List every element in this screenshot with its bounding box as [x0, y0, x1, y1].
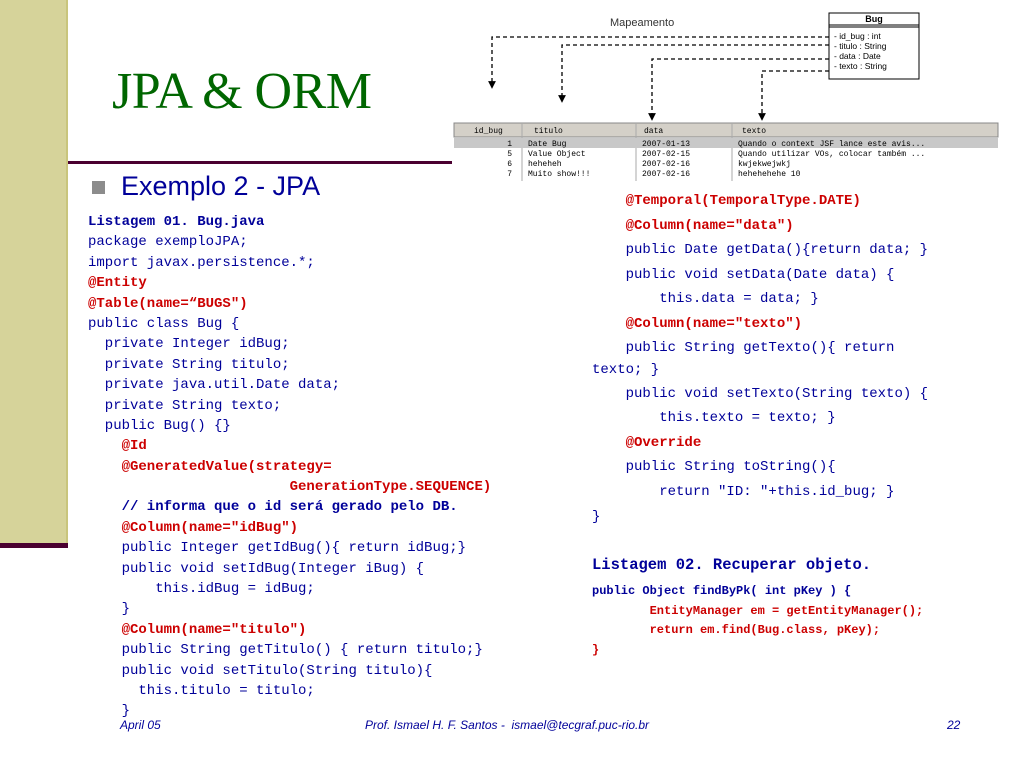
mapping-diagram — [452, 7, 1000, 183]
db-cell: Quando utilizar VOs, colocar também ... — [738, 150, 926, 159]
code-line: } — [592, 508, 601, 525]
left-decor-bar — [0, 0, 68, 548]
db-cell: Quando o context JSF lance este avis... — [738, 140, 926, 149]
code-line: @Column(name="texto") — [592, 315, 803, 332]
code-line: public Integer getIdBug(){ return idBug;} — [88, 540, 467, 557]
mapping-arrow — [562, 45, 829, 99]
left-decor-foot — [0, 543, 68, 548]
diagram-caption: Mapeamento — [610, 17, 675, 29]
code-line: import javax.persistence.*; — [88, 254, 315, 271]
db-col-header: texto — [742, 127, 767, 136]
code-line: public void setData(Date data) { — [592, 266, 895, 283]
code-line: private String titulo; — [88, 356, 290, 373]
mapping-arrow — [652, 59, 829, 117]
db-cell: hehehehehe 10 — [738, 170, 801, 179]
db-cell: 5 — [507, 150, 512, 159]
code-line: @Column(name="data") — [592, 217, 794, 234]
uml-attr: - data : Date — [834, 51, 881, 61]
code-line: public void setIdBug(Integer iBug) { — [88, 560, 425, 577]
slide-title: JPA & ORM — [112, 63, 372, 120]
title-rule — [68, 161, 460, 164]
code-line: GenerationType.SEQUENCE) — [88, 479, 492, 496]
code-line: public class Bug { — [88, 315, 240, 332]
bullet-square-icon — [92, 181, 105, 194]
code-listing-2 — [592, 582, 923, 660]
code-line: @Temporal(TemporalType.DATE) — [592, 193, 861, 209]
listing-2-title: Listagem 02. Recuperar objeto. — [592, 556, 872, 574]
code-line: private java.util.Date data; — [88, 377, 341, 394]
code-line: this.idBug = idBug; — [88, 581, 315, 598]
db-cell: 2007-02-16 — [642, 170, 691, 179]
code-listing-1-continued — [592, 189, 972, 529]
db-col-header: titulo — [534, 127, 563, 136]
code-line: return em.find(Bug.class, pKey); — [592, 623, 881, 637]
code-line: public Date getData(){return data; } — [592, 242, 929, 259]
code-line: } — [592, 642, 600, 657]
footer-page-number: 22 — [947, 718, 961, 732]
db-col-header: id_bug — [474, 127, 503, 136]
uml-class-name: Bug — [865, 14, 883, 24]
code-line: public String getTitulo() { return titulo;} — [88, 642, 483, 659]
code-line: private Integer idBug; — [88, 336, 290, 353]
db-cell: 2007-01-13 — [642, 140, 691, 149]
code-listing-1 — [88, 212, 491, 722]
code-line: public void setTitulo(String titulo){ — [88, 662, 433, 679]
code-line: EntityManager em = getEntityManager(); — [592, 603, 924, 618]
db-cell: 1 — [507, 140, 512, 149]
uml-attr: - titulo : String — [834, 41, 887, 51]
code-line: this.titulo = titulo; — [88, 682, 315, 699]
code-line: package exemploJPA; — [88, 234, 248, 251]
code-line: Listagem 01. Bug.java — [88, 214, 265, 230]
db-cell: Date Bug — [528, 140, 567, 149]
code-line: } — [88, 703, 131, 720]
code-line: public Bug() {} — [88, 417, 231, 434]
db-cell: heheheh — [528, 160, 562, 169]
code-line: @Entity — [88, 275, 147, 292]
code-line: @Override — [592, 434, 702, 451]
db-cell: Muito show!!! — [528, 170, 591, 179]
code-line: } — [88, 601, 131, 618]
code-line: public void setTexto(String texto) { — [592, 385, 929, 402]
code-line: @Column(name="titulo") — [88, 621, 307, 638]
code-line: this.texto = texto; } — [592, 410, 836, 427]
code-line: @GeneratedValue(strategy= — [88, 458, 332, 475]
db-cell: 2007-02-16 — [642, 160, 691, 169]
code-line: return "ID: "+this.id_bug; } — [592, 483, 895, 500]
code-line: @Id — [88, 438, 147, 455]
mapping-arrow — [762, 71, 829, 117]
db-cell: 2007-02-15 — [642, 150, 691, 159]
footer-author: Prof. Ismael H. F. Santos - ismael@tecgraf.puc-rio.br — [365, 718, 650, 732]
db-cell: kwjekwejwkj — [738, 160, 791, 169]
code-line: public String getTexto(){ return texto; } — [592, 339, 895, 379]
code-line: @Column(name="idBug") — [88, 519, 299, 536]
code-line: public Object findByPk( int pKey ) { — [592, 584, 852, 598]
code-line: @Table(name=“BUGS") — [88, 295, 248, 312]
db-cell: 7 — [507, 170, 512, 179]
bullet-text: Exemplo 2 - JPA — [121, 171, 321, 201]
db-cell: Value Object — [528, 150, 586, 159]
bullet-row — [92, 171, 320, 202]
db-cell: 6 — [507, 160, 512, 169]
db-col-header: data — [644, 127, 664, 136]
code-line: public String toString(){ — [592, 459, 836, 476]
code-line: // informa que o id será gerado pelo DB. — [88, 499, 458, 516]
uml-attr: - id_bug : int — [834, 31, 881, 41]
footer-date: April 05 — [120, 718, 161, 732]
uml-attr: - texto : String — [834, 61, 887, 71]
code-line: this.data = data; } — [592, 291, 819, 308]
code-line: private String texto; — [88, 397, 282, 414]
left-decor-line — [66, 0, 68, 548]
mapping-arrow — [492, 37, 829, 85]
